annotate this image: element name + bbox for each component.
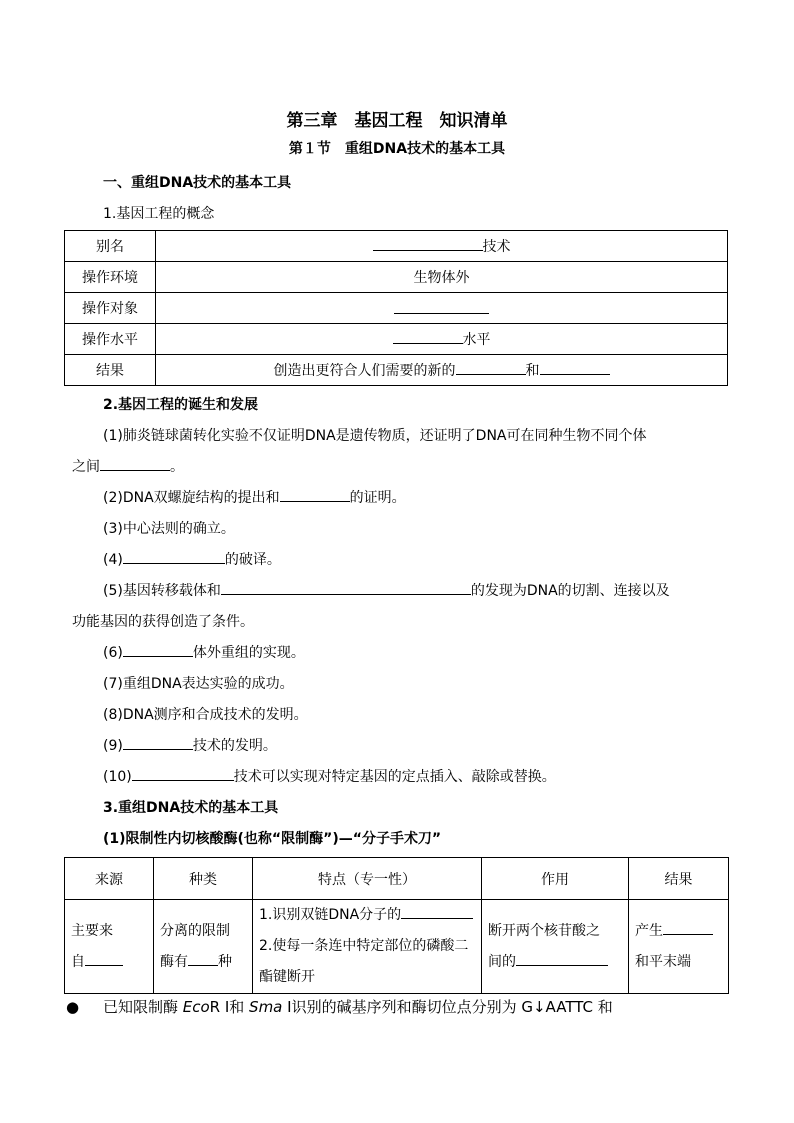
fill-blank[interactable] (663, 920, 713, 935)
fill-blank[interactable] (123, 642, 193, 657)
fill-blank[interactable] (123, 549, 225, 564)
page-subtitle: 第１节 重组DNA技术的基本工具 (288, 141, 506, 157)
col-header: 结果 (629, 858, 729, 900)
subsection-heading: 1.基因工程的概念 (103, 206, 215, 222)
row-label: 别名 (65, 231, 156, 262)
row-suffix: 水平 (462, 332, 491, 348)
fill-blank[interactable] (188, 951, 218, 966)
table-header-row (65, 858, 729, 900)
list-item: (10) 技术可以实现对特定基因的定点插入、敲除或替换。 (103, 766, 556, 786)
list-item: 之间 。 (72, 456, 184, 476)
note-text: 已知限制酶 (102, 998, 178, 1016)
fill-blank[interactable] (540, 360, 610, 375)
fill-blank[interactable] (123, 735, 193, 750)
cell-effect: 断开两个核苷酸之 间的 (482, 900, 629, 994)
note-text: R Ⅰ和 (209, 998, 245, 1016)
note-text: Ⅰ识别的碱基序列和酶切位点分别为 G↓AATTC 和 (287, 998, 613, 1016)
fill-blank[interactable] (373, 236, 483, 251)
list-item: (2)DNA双螺旋结构的提出和 的证明。 (103, 487, 406, 507)
list-item: (7)重组DNA表达实验的成功。 (103, 676, 294, 692)
col-header: 种类 (154, 858, 253, 900)
row-label: 结果 (65, 355, 156, 386)
table-row (65, 324, 728, 355)
row-value (156, 324, 728, 355)
subsection-heading: (1)限制性内切核酸酶(也称“限制酶”)—“分子手术刀” (103, 831, 442, 847)
list-item: (3)中心法则的确立。 (103, 521, 235, 537)
section-heading: 一、重组DNA技术的基本工具 (103, 175, 292, 191)
list-item: (5)基因转移载体和 的发现为DNA的切割、连接以及 (103, 580, 670, 600)
cell-source: 主要来 自 (65, 900, 154, 994)
row-value: 生物体外 (156, 262, 728, 293)
fill-blank[interactable] (394, 299, 489, 314)
page-title: 第三章 基因工程 知识清单 (286, 111, 508, 131)
enzyme-name: Sma (249, 998, 283, 1016)
table-row (65, 262, 728, 293)
fill-blank[interactable] (132, 766, 234, 781)
enzyme-name: Eco (182, 998, 210, 1016)
row-mid: 和 (525, 363, 540, 379)
list-item: (6) 体外重组的实现。 (103, 642, 305, 662)
list-item: (1)肺炎链球菌转化实验不仅证明DNA是遗传物质，还证明了DNA可在同种生物不同个体 (103, 428, 647, 444)
list-item: (9) 技术的发明。 (103, 735, 277, 755)
enzyme-table (64, 857, 729, 994)
row-label: 操作水平 (65, 324, 156, 355)
list-item: 功能基因的获得创造了条件。 (72, 614, 254, 630)
list-item: (4) 的破译。 (103, 549, 281, 569)
subsection-heading: 3.重组DNA技术的基本工具 (103, 800, 279, 816)
concept-table (64, 230, 728, 386)
bullet-dot: ● (66, 998, 80, 1016)
row-suffix: 技术 (482, 239, 511, 255)
fill-blank[interactable] (85, 951, 123, 966)
row-value (156, 231, 728, 262)
fill-blank[interactable] (456, 360, 526, 375)
table-row (65, 293, 728, 324)
row-label: 操作对象 (65, 293, 156, 324)
subsection-heading: 2.基因工程的诞生和发展 (103, 397, 259, 413)
cell-feature: 1.识别双链DNA分子的 2.使每一条连中特定部位的磷酸二 酯键断开 (253, 900, 482, 994)
table-row (65, 231, 728, 262)
fill-blank[interactable] (516, 951, 608, 966)
row-value (156, 355, 728, 386)
list-item: (8)DNA测序和合成技术的发明。 (103, 707, 308, 723)
fill-blank[interactable] (401, 904, 473, 919)
fill-blank[interactable] (393, 329, 463, 344)
col-header: 作用 (482, 858, 629, 900)
cell-result: 产生 和平末端 (629, 900, 729, 994)
table-row (65, 900, 729, 994)
row-label: 操作环境 (65, 262, 156, 293)
fill-blank[interactable] (100, 456, 170, 471)
col-header: 特点（专一性） (253, 858, 482, 900)
col-header: 来源 (65, 858, 154, 900)
row-value (156, 293, 728, 324)
row-prefix: 创造出更符合人们需要的新的 (273, 363, 456, 379)
table-row (65, 355, 728, 386)
cell-kind: 分离的限制 酶有 种 (154, 900, 253, 994)
fill-blank[interactable] (280, 487, 350, 502)
fill-blank[interactable] (221, 580, 471, 595)
bullet-note (66, 996, 613, 1017)
